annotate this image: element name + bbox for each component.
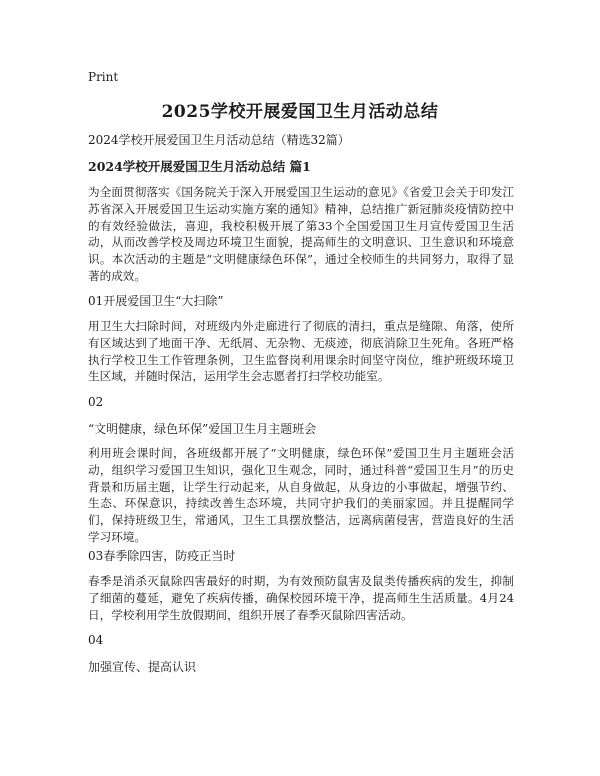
item-02-heading: “文明健康，绿色环保”爱国卫生月主题班会 (88, 422, 317, 436)
item-01-paragraph: 用卫生大扫除时间，对班级内外走廊进行了彻底的清扫，重点是缝隙、角落，使所有区域达到了地面干净、无纸屑、无杂物、无痰迹，彻底消除卫生死角。各班严格执行学校卫生工作管理条例，卫生监督岗利用课余时间坚守岗位，维护班级环境卫生区域，并随时保洁，运用学生会志愿者打扫学校功能室。 (88, 319, 514, 384)
item-04-number: 04 (88, 633, 104, 647)
document-subtitle: 2024学校开展爱国卫生月活动总结（精选32篇） (88, 133, 350, 147)
intro-paragraph: 为全面贯彻落实《国务院关于深入开展爱国卫生运动的意见》《省爱卫会关于印发江苏省深入开展爱国卫生运动实施方案的通知》精神，总结推广新冠肺炎疫情防控中的有效经验做法，喜迎，我校积极开展了第33个全国爱国卫生月宣传爱国卫生活动，从而改善学校及周边环境卫生面貌，提高师生的文明意识、卫生意识和环境意识。本次活动的主题是“文明健康绿色环保”，通过全校师生的共同努力，取得了显著的成效。 (88, 185, 514, 283)
print-link[interactable]: Print (88, 70, 119, 84)
item-02-number: 02 (88, 395, 104, 409)
item-04-heading: 加强宣传、提高认识 (88, 660, 197, 674)
item-02-paragraph: 利用班会课时间，各班级都开展了“文明健康，绿色环保”爱国卫生月主题班会活动，组织学习爱国卫生知识，强化卫生观念，同时，通过科普“爱国卫生月”的历史背景和历届主题，让学生行动起来，从自身做起，从身边的小事做起，增强节约、生态、环保意识，持续改善生态环境，共同守护我们的美丽家园。并且提醒同学们，保持班级卫生，常通风，卫生工具摆放整洁，远离病菌侵害，营造良好的生活学习环境。 (88, 446, 514, 544)
document-title: 2025学校开展爱国卫生月活动总结 (161, 102, 439, 122)
item-03-heading: 03春季除四害，防疫正当时 (88, 549, 236, 563)
item-03-paragraph: 春季是消杀灭鼠除四害最好的时期，为有效预防鼠害及鼠类传播疾病的发生，抑制了细菌的蔓延，避免了疾病传播，确保校园环境干净，提高师生生活质量。4月24日，学校利用学生放假期间，组织开展了春季灭鼠除四害活动。 (88, 574, 514, 622)
item-01-heading: 01开展爱国卫生“大扫除” (88, 294, 224, 308)
section-heading: 2024学校开展爱国卫生月活动总结 篇1 (88, 159, 311, 174)
